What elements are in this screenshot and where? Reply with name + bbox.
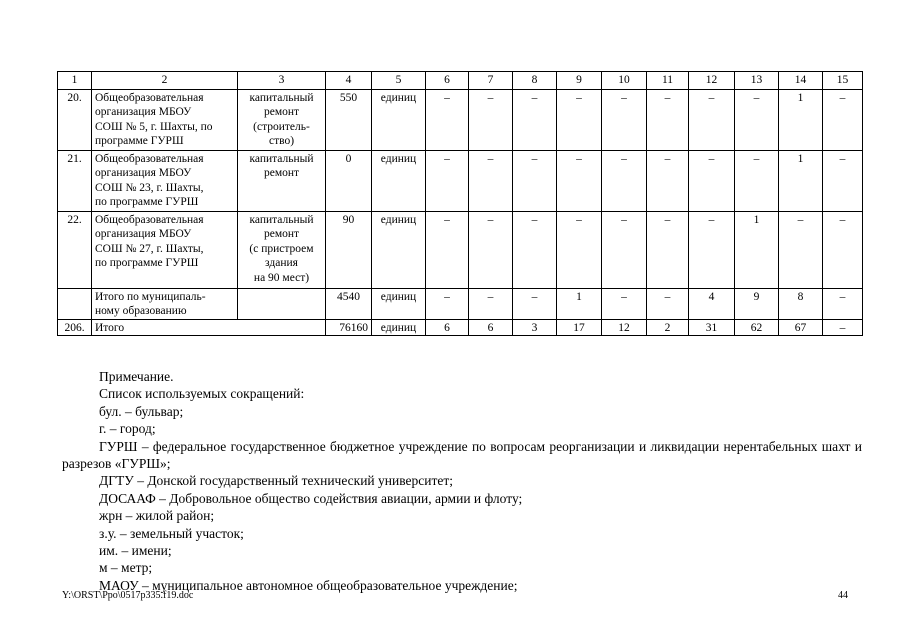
row-name-line: Общеобразовательная <box>95 213 204 226</box>
row-work-type-line: ремонт <box>263 167 300 179</box>
row-name <box>92 211 238 288</box>
row-work-type <box>238 89 326 150</box>
data-table <box>57 71 863 336</box>
row-value: 550 <box>326 89 372 150</box>
footer-file-path: Y:\ORST\Ppo\0517p335.f19.doc <box>62 590 194 601</box>
row-count: – <box>426 89 469 150</box>
row-count: – <box>647 150 689 211</box>
total-count: 62 <box>735 319 779 336</box>
header-cell: 4 <box>326 72 372 90</box>
total-count: 3 <box>513 319 557 336</box>
row-count: 8 <box>779 288 823 319</box>
row-value: 4540 <box>326 288 372 319</box>
row-name-line: организация МБОУ <box>95 106 192 118</box>
row-work-type <box>238 150 326 211</box>
row-value: 90 <box>326 211 372 288</box>
note-line: бул. – бульвар; <box>99 403 184 419</box>
row-count: – <box>779 211 823 288</box>
total-unit: единиц <box>372 319 426 336</box>
note-line: МАОУ – муниципальное автономное общеобразовательное учреждение; <box>99 577 518 593</box>
row-work-type-line: капитальный <box>249 213 314 226</box>
header-cell: 10 <box>602 72 647 90</box>
note-line: ДОСААФ – Добровольное общество содействия авиации, армии и флоту; <box>99 490 523 506</box>
row-unit: единиц <box>372 211 426 288</box>
total-count: 17 <box>557 319 602 336</box>
row-name-line: СОШ № 5, г. Шахты, по <box>95 120 213 133</box>
note-line: Список используемых сокращений: <box>99 386 305 402</box>
row-count: – <box>823 89 863 150</box>
row-number: 22. <box>58 211 92 288</box>
row-name-line: СОШ № 23, г. Шахты, <box>95 181 204 194</box>
note-line: г. – город; <box>99 421 156 437</box>
row-count: – <box>647 288 689 319</box>
header-cell: 12 <box>689 72 735 90</box>
row-count: – <box>469 288 513 319</box>
row-count: – <box>513 211 557 288</box>
row-count: 1 <box>557 288 602 319</box>
row-work-type-line: на 90 мест) <box>253 271 310 284</box>
row-count: – <box>602 211 647 288</box>
row-work-type-line: ство) <box>268 135 295 147</box>
header-cell: 1 <box>58 72 92 90</box>
row-count: – <box>426 211 469 288</box>
row-work-type-line: ремонт <box>263 228 300 240</box>
total-value: 76160 <box>326 319 372 336</box>
row-work-type-line: (с пристроем <box>249 242 314 255</box>
row-number: 20. <box>58 89 92 150</box>
table-row <box>58 89 863 150</box>
note-line: з.у. – земельный участок; <box>99 525 244 541</box>
row-count: 4 <box>689 288 735 319</box>
note-line: им. – имени; <box>99 543 172 559</box>
row-count: – <box>469 89 513 150</box>
footer-page-number: 44 <box>838 590 848 601</box>
header-cell: 5 <box>372 72 426 90</box>
row-count: – <box>469 211 513 288</box>
notes-heading: Примечание. <box>99 369 174 384</box>
row-count: – <box>735 150 779 211</box>
row-count: – <box>513 288 557 319</box>
row-count: – <box>602 288 647 319</box>
row-name-line: Общеобразовательная <box>95 152 204 165</box>
header-cell: 15 <box>823 72 863 90</box>
total-row <box>58 319 863 336</box>
row-count: – <box>823 150 863 211</box>
row-count: – <box>557 211 602 288</box>
table-header-row <box>58 72 863 90</box>
row-count: – <box>647 89 689 150</box>
total-count: 6 <box>469 319 513 336</box>
row-name-line: ному образованию <box>95 305 187 317</box>
row-count: – <box>647 211 689 288</box>
row-count: 9 <box>735 288 779 319</box>
total-number: 206. <box>58 319 92 336</box>
row-name-line: Общеобразовательная <box>95 91 204 104</box>
note-line: жрн – жилой район; <box>99 508 215 524</box>
notes-section <box>62 368 862 594</box>
note-line: м – метр; <box>99 560 153 576</box>
row-name-line: СОШ № 27, г. Шахты, <box>95 242 204 255</box>
row-work-type-line: ремонт <box>263 106 300 118</box>
header-cell: 14 <box>779 72 823 90</box>
row-unit: единиц <box>372 288 426 319</box>
row-count: – <box>513 89 557 150</box>
row-count: – <box>689 89 735 150</box>
table-row <box>58 211 863 288</box>
note-line: ГУРШ – федеральное государственное бюджетное учреждение по вопросам реорганизации и ликвидации нерентабельных шахт и разрезов «ГУРШ»; <box>62 438 862 472</box>
header-cell: 7 <box>469 72 513 90</box>
row-number <box>58 288 92 319</box>
row-name-line: программе ГУРШ <box>95 135 184 147</box>
row-name-line: организация МБОУ <box>95 167 192 179</box>
row-number: 21. <box>58 150 92 211</box>
row-count: – <box>557 150 602 211</box>
row-name-line: по программе ГУРШ <box>95 196 199 208</box>
total-count: 6 <box>426 319 469 336</box>
total-count: – <box>823 319 863 336</box>
row-name-line: Итого по муниципаль- <box>95 290 206 303</box>
row-count: – <box>602 150 647 211</box>
row-unit: единиц <box>372 150 426 211</box>
table-row <box>58 150 863 211</box>
table-row <box>58 288 863 319</box>
header-cell: 2 <box>92 72 238 90</box>
total-count: 67 <box>779 319 823 336</box>
row-unit: единиц <box>372 89 426 150</box>
row-value: 0 <box>326 150 372 211</box>
row-work-type-line: здания <box>265 257 298 269</box>
row-work-type-line: (строитель- <box>253 120 310 133</box>
row-count: – <box>602 89 647 150</box>
row-count: – <box>823 211 863 288</box>
row-name <box>92 89 238 150</box>
row-work-type <box>238 211 326 288</box>
row-work-type <box>238 288 326 319</box>
row-work-type-line: капитальный <box>249 152 314 165</box>
row-count: – <box>469 150 513 211</box>
header-cell: 13 <box>735 72 779 90</box>
row-count: 1 <box>735 211 779 288</box>
row-name-line: по программе ГУРШ <box>95 257 199 269</box>
total-count: 31 <box>689 319 735 336</box>
row-count: – <box>426 150 469 211</box>
row-count: – <box>735 89 779 150</box>
row-name-line: организация МБОУ <box>95 228 192 240</box>
header-cell: 6 <box>426 72 469 90</box>
note-line: ДГТУ – Донской государственный технический университет; <box>99 473 454 489</box>
row-count: 1 <box>779 150 823 211</box>
total-label: Итого <box>92 319 326 336</box>
table-body <box>58 72 863 336</box>
header-cell: 8 <box>513 72 557 90</box>
row-name <box>92 150 238 211</box>
row-count: – <box>557 89 602 150</box>
header-cell: 9 <box>557 72 602 90</box>
row-name <box>92 288 238 319</box>
row-work-type-line: капитальный <box>249 91 314 104</box>
row-count: 1 <box>779 89 823 150</box>
row-count: – <box>426 288 469 319</box>
total-count: 12 <box>602 319 647 336</box>
header-cell: 3 <box>238 72 326 90</box>
header-cell: 11 <box>647 72 689 90</box>
row-count: – <box>689 211 735 288</box>
row-count: – <box>513 150 557 211</box>
row-count: – <box>689 150 735 211</box>
row-count: – <box>823 288 863 319</box>
total-count: 2 <box>647 319 689 336</box>
